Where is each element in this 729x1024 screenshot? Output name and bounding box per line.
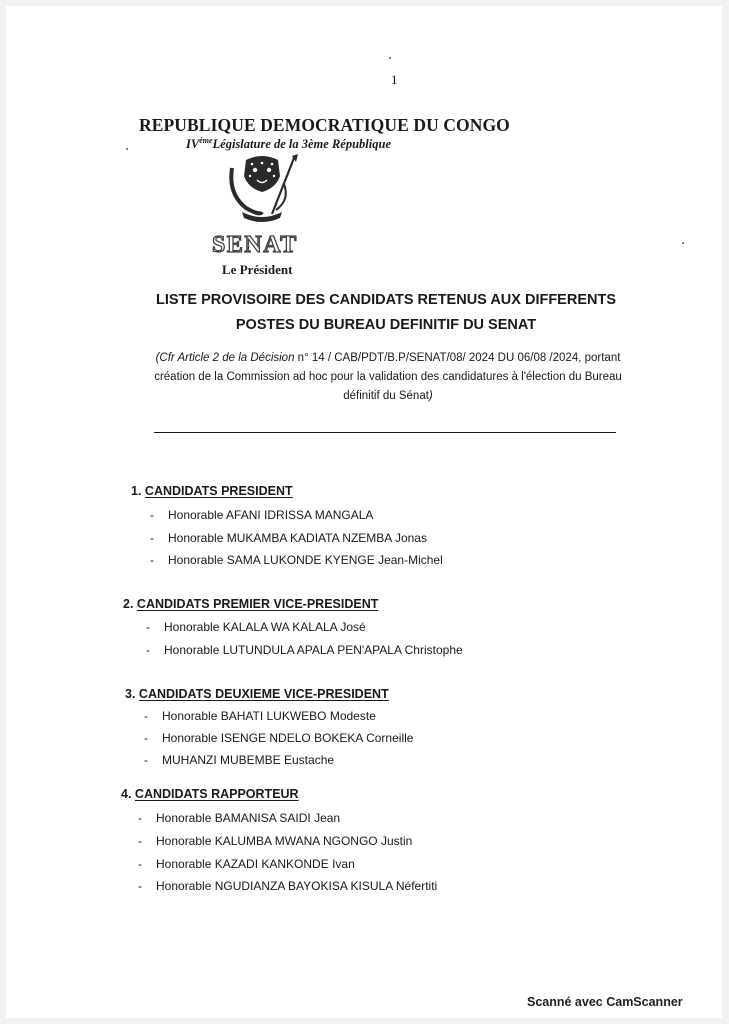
candidate-name: Honorable BAHATI LUKWEBO Modeste	[162, 709, 376, 723]
section-heading-president	[131, 484, 293, 498]
reference-rest-line-1: n° 14 / CAB/PDT/B.P/SENAT/08/ 2024 DU 06/08 /2024, portant	[294, 352, 621, 364]
republic-heading: REPUBLIQUE DEMOCRATIQUE DU CONGO	[139, 115, 510, 135]
candidate-name: Honorable BAMANISA SAIDI Jean	[156, 811, 341, 825]
section-number: 2.	[123, 597, 134, 611]
candidate-item: - Honorable BAHATI LUKWEBO Modeste	[144, 709, 376, 723]
candidate-item: - Honorable ISENGE NDELO BOKEKA Corneille	[144, 731, 414, 745]
candidate-name: Honorable KAZADI KANKONDE Ivan	[156, 857, 355, 871]
document-title-line-2: POSTES DU BUREAU DEFINITIF DU SENAT	[235, 317, 537, 333]
candidate-item: - Honorable AFANI IDRISSA MANGALA	[150, 508, 374, 522]
decision-reference	[124, 349, 652, 406]
page-number: 1	[391, 72, 398, 87]
leopard-emblem-icon	[224, 154, 300, 224]
document-title	[126, 288, 646, 338]
candidate-item: - Honorable LUTUNDULA APALA PEN'APALA Christophe	[146, 643, 463, 657]
reference-line-3: définitif du Sénat	[343, 390, 429, 402]
section-number: 1.	[131, 484, 142, 498]
section-number: 3.	[125, 687, 136, 701]
candidate-name: Honorable KALALA WA KALALA José	[164, 620, 366, 634]
candidate-name: Honorable KALUMBA MWANA NGONGO Justin	[156, 834, 413, 848]
candidate-name: MUHANZI MUBEMBE Eustache	[162, 753, 335, 767]
candidate-item: - Honorable KALUMBA MWANA NGONGO Justin	[138, 834, 413, 848]
senat-wordmark: SENAT	[212, 232, 298, 258]
candidate-name: Honorable MUKAMBA KADIATA NZEMBA Jonas	[168, 531, 427, 545]
legislature-line	[186, 136, 391, 152]
scan-speck	[682, 242, 684, 244]
reference-line-2: création de la Commission ad hoc pour la validation des candidatures à l'élection du Bureau	[154, 371, 622, 383]
candidate-item: - Honorable MUKAMBA KADIATA NZEMBA Jonas	[150, 531, 427, 545]
section-number: 4.	[121, 787, 132, 801]
candidate-name: Honorable ISENGE NDELO BOKEKA Corneille	[162, 731, 414, 745]
section-title: CANDIDATS PRESIDENT	[144, 484, 293, 498]
document-page	[6, 6, 722, 1018]
candidate-item: - Honorable SAMA LUKONDE KYENGE Jean-Michel	[150, 553, 443, 567]
candidate-name: Honorable NGUDIANZA BAYOKISA KISULA Néfertiti	[156, 879, 438, 893]
reference-italic: (Cfr Article 2 de la Décision	[155, 352, 295, 364]
legislature-text: Législature de la 3ème République	[212, 137, 391, 152]
section-title: CANDIDATS RAPPORTEUR	[134, 787, 299, 801]
section-title: CANDIDATS DEUXIEME VICE-PRESIDENT	[138, 687, 389, 701]
section-heading-first-vice-president	[123, 597, 378, 611]
legislature-numeral: IV	[186, 137, 200, 152]
scan-speck	[389, 57, 391, 59]
reference-close: )	[428, 390, 433, 402]
divider-line	[154, 432, 616, 433]
candidate-item: - Honorable KALALA WA KALALA José	[146, 620, 366, 634]
document-title-line-1: LISTE PROVISOIRE DES CANDIDATS RETENUS AUX DIFFERENTS	[155, 292, 616, 308]
section-title: CANDIDATS PREMIER VICE-PRESIDENT	[136, 597, 379, 611]
camscanner-watermark: Scanné avec CamScanner	[527, 995, 683, 1009]
section-heading-second-vice-president	[125, 687, 389, 701]
candidate-name: Honorable SAMA LUKONDE KYENGE Jean-Michel	[168, 553, 443, 567]
candidate-item: - Honorable NGUDIANZA BAYOKISA KISULA Néfertiti	[138, 879, 438, 893]
candidate-name: Honorable AFANI IDRISSA MANGALA	[168, 508, 374, 522]
scan-speck	[126, 148, 128, 150]
president-label: Le Président	[222, 262, 293, 277]
candidate-item: - MUHANZI MUBEMBE Eustache	[144, 753, 335, 767]
legislature-superscript: ème	[199, 136, 213, 145]
candidate-name: Honorable LUTUNDULA APALA PEN'APALA Christophe	[164, 643, 463, 657]
candidate-item: - Honorable BAMANISA SAIDI Jean	[138, 811, 341, 825]
candidate-item: - Honorable KAZADI KANKONDE Ivan	[138, 857, 355, 871]
section-heading-rapporteur	[121, 787, 299, 801]
